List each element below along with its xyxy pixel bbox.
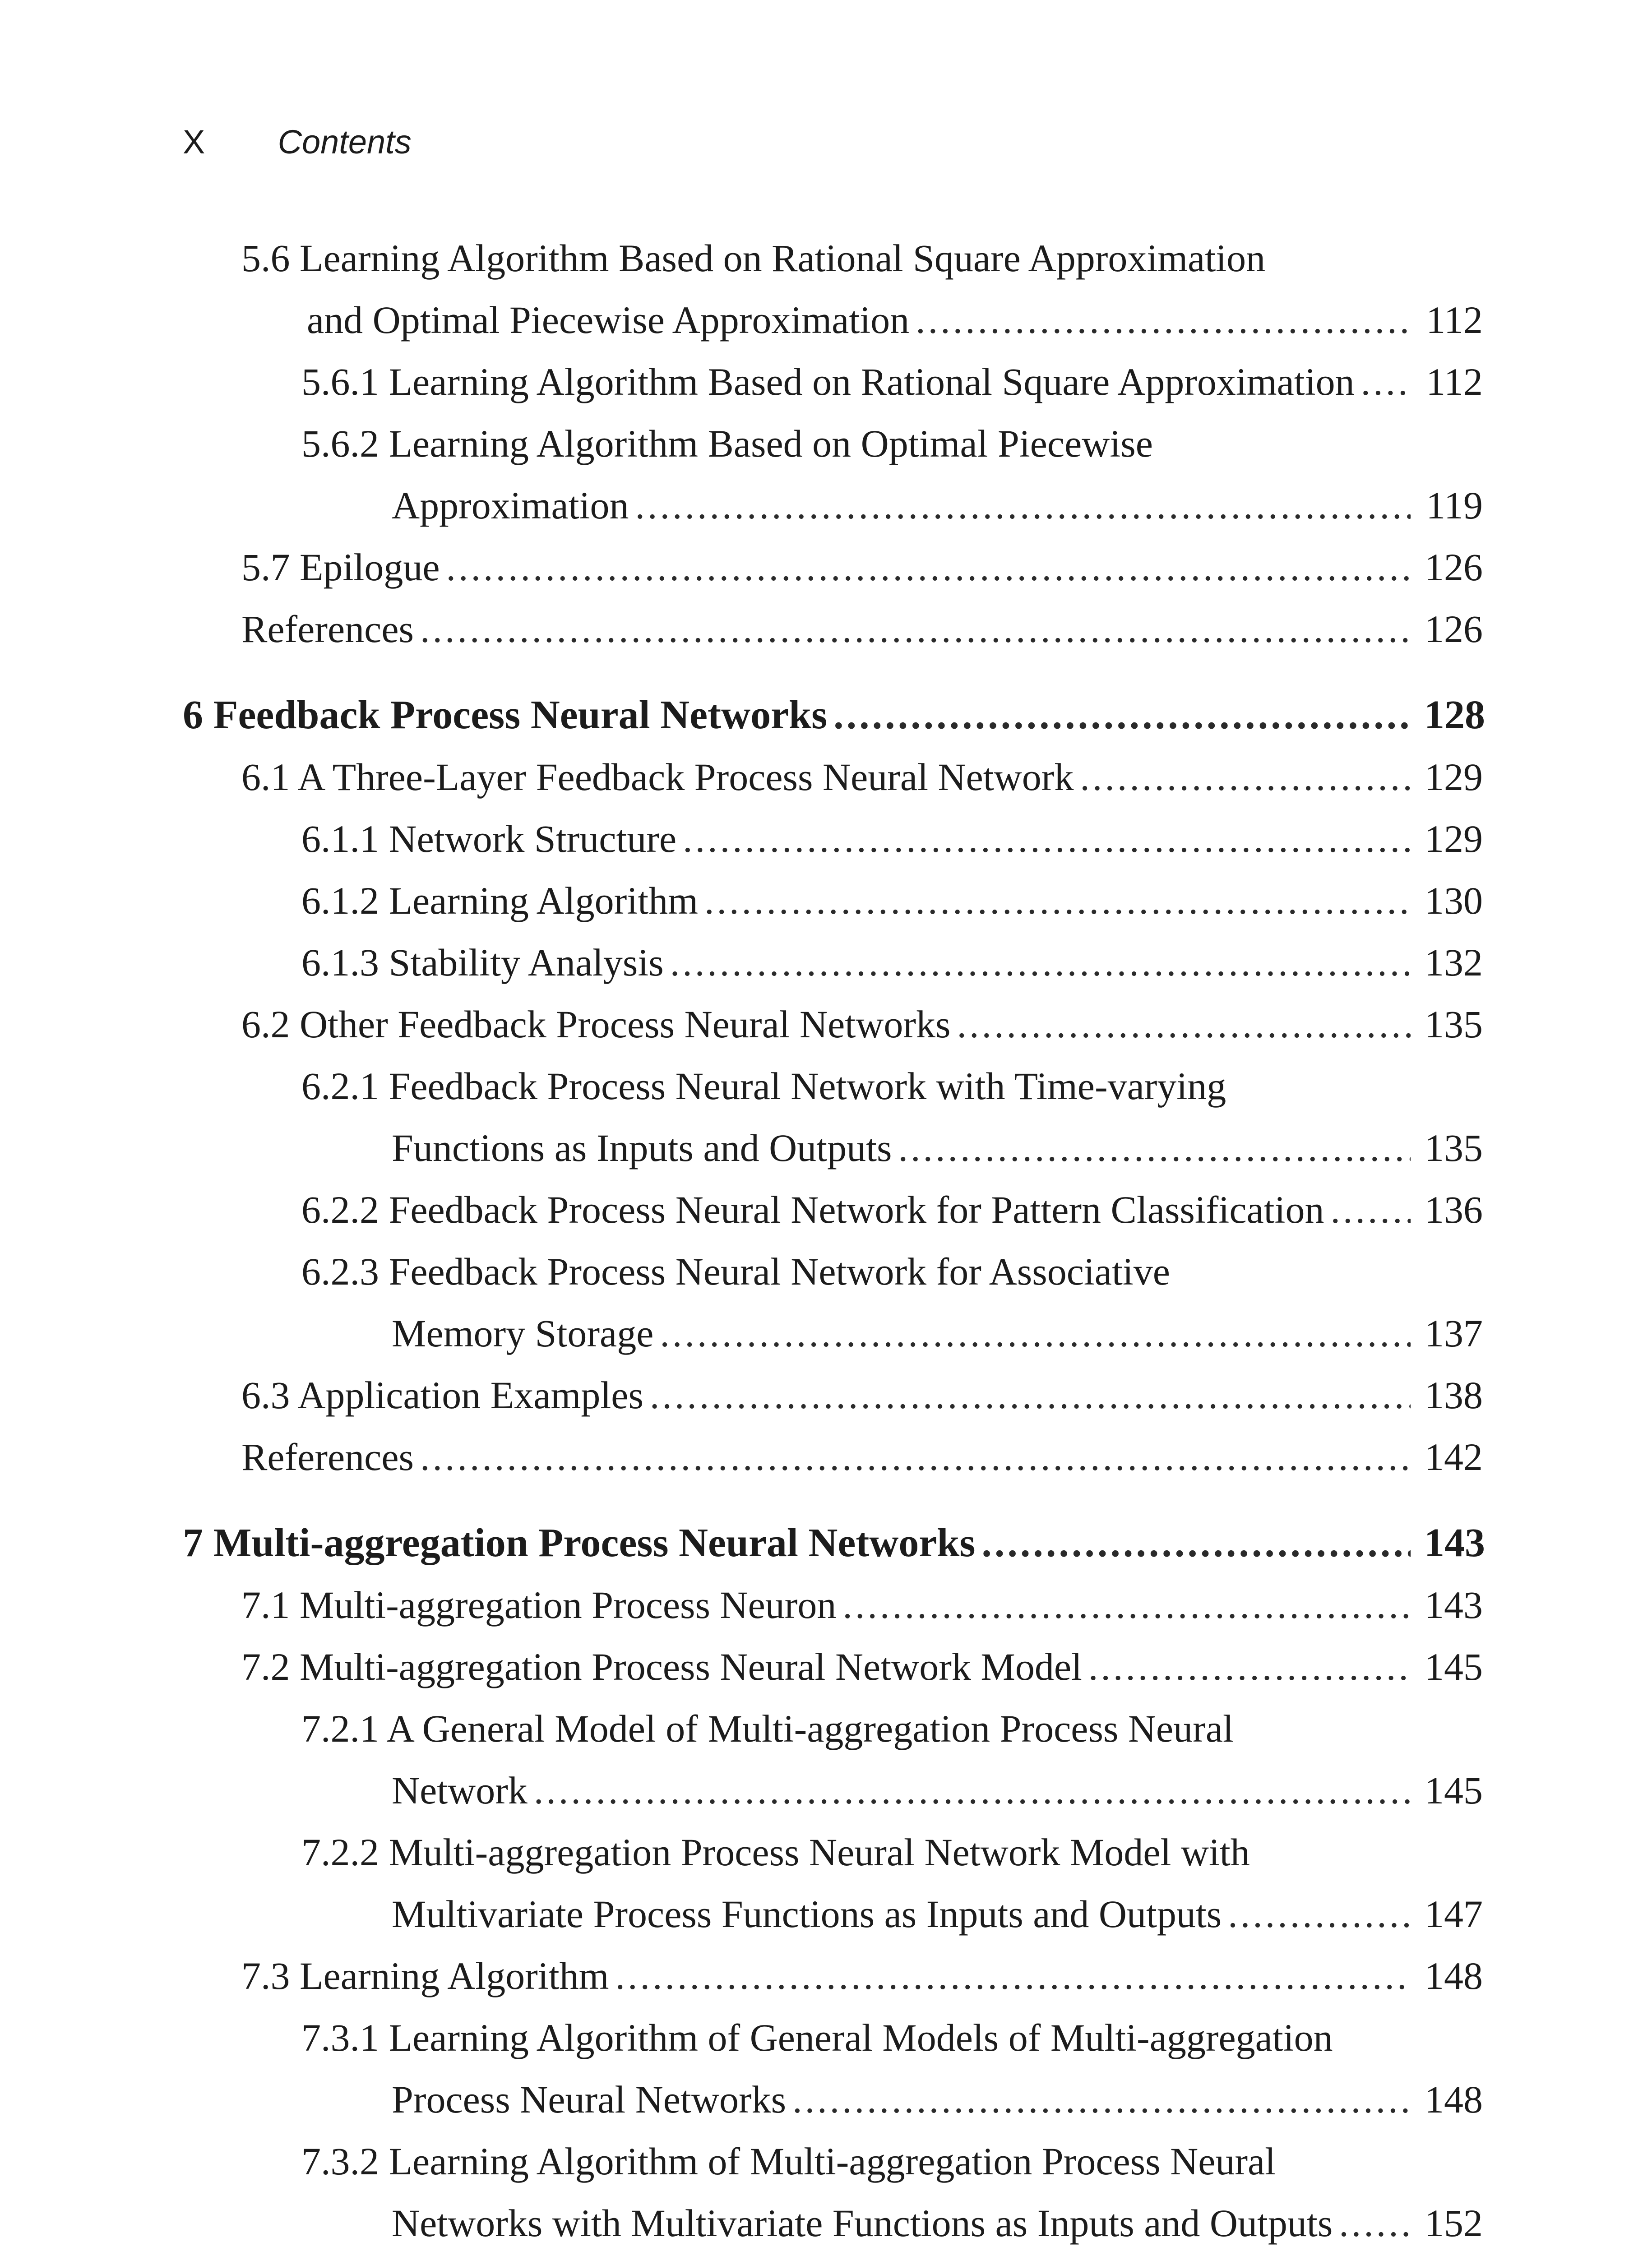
- toc-page-number: 138: [1425, 1373, 1483, 1417]
- toc-entry-title: 7.3 Learning Algorithm: [241, 1954, 609, 1997]
- dot-leader: [1361, 362, 1411, 406]
- toc-entry-title: and Optimal Piecewise Approximation: [307, 298, 910, 342]
- toc-section-5-6-2[interactable]: [301, 418, 1483, 467]
- toc-section-6-3[interactable]: [241, 1369, 1483, 1419]
- toc-entry-title: 6.1.1 Network Structure: [301, 817, 677, 860]
- dot-leader: [842, 1586, 1411, 1629]
- toc-section-6-2[interactable]: [241, 999, 1483, 1048]
- dot-leader: [670, 943, 1411, 986]
- toc-section-5-6-1[interactable]: [301, 356, 1483, 406]
- toc-section-6-2-2[interactable]: [301, 1184, 1483, 1234]
- toc-page-number: 147: [1425, 1892, 1483, 1936]
- toc-page-number: 143: [1424, 1521, 1485, 1565]
- toc-section-7-2[interactable]: [241, 1641, 1483, 1691]
- toc-page-number: 112: [1426, 298, 1483, 342]
- dot-leader: [420, 610, 1411, 653]
- toc-section-6-1-2[interactable]: [301, 875, 1483, 925]
- toc-entry-title: Networks with Multivariate Functions as Inputs and Outputs: [392, 2201, 1333, 2245]
- toc-page-number: 128: [1424, 693, 1485, 737]
- dot-leader: [916, 300, 1411, 344]
- toc-entry-title: 6.2.2 Feedback Process Neural Network for Pattern Classification: [301, 1188, 1324, 1231]
- dot-leader: [615, 1956, 1411, 2000]
- toc-entry-title: 6.2.1 Feedback Process Neural Network with Time-varying: [301, 1064, 1226, 1108]
- toc-page-number: 126: [1425, 546, 1483, 589]
- toc-entry-title: 6.1.3 Stability Analysis: [301, 941, 664, 984]
- toc-page-number: 137: [1425, 1312, 1483, 1355]
- toc-entry-title: Approximation: [392, 484, 629, 527]
- toc-section-6-2-3[interactable]: [301, 1246, 1483, 1295]
- toc-entry-title: 6.3 Application Examples: [241, 1373, 643, 1417]
- dot-leader: [981, 1523, 1411, 1568]
- running-head-title: Contents: [278, 123, 412, 161]
- toc-entry-title: Network: [392, 1769, 528, 1812]
- toc-section-6-1-1[interactable]: [301, 813, 1483, 863]
- toc-section-5-7[interactable]: [241, 541, 1483, 591]
- dot-leader: [704, 881, 1411, 925]
- toc-page-number: 145: [1425, 1769, 1483, 1812]
- toc-section-7-3-2[interactable]: [301, 2136, 1483, 2185]
- toc-entry-title: 7.1 Multi-aggregation Process Neuron: [241, 1583, 837, 1627]
- dot-leader: [792, 2080, 1411, 2123]
- toc-page-number: 143: [1425, 1583, 1483, 1627]
- dot-leader: [1088, 1647, 1411, 1691]
- toc-section-7-2-1[interactable]: [301, 1703, 1483, 1752]
- toc-entry-title: References: [241, 607, 414, 651]
- toc-entry-title: 7.2.2 Multi-aggregation Process Neural Network Model with: [301, 1831, 1250, 1874]
- dot-leader: [957, 1005, 1411, 1048]
- toc-page-number: 132: [1425, 941, 1483, 984]
- toc-page-number: 126: [1425, 607, 1483, 651]
- dot-leader: [1080, 758, 1411, 801]
- toc-entry-title: Memory Storage: [392, 1312, 654, 1355]
- toc-references-ch6[interactable]: [241, 1431, 1483, 1481]
- toc-entry-title: 7.3.1 Learning Algorithm of General Models of Multi-aggregation: [301, 2016, 1333, 2059]
- toc-entry-title: 5.6.2 Learning Algorithm Based on Optimal Piecewise: [301, 422, 1153, 465]
- toc-entry-title: Process Neural Networks: [392, 2078, 787, 2121]
- toc-page-number: 152: [1425, 2201, 1483, 2245]
- toc-section-7-1[interactable]: [241, 1579, 1483, 1629]
- toc-entry-title: Functions as Inputs and Outputs: [392, 1126, 892, 1170]
- page-folio: X: [183, 123, 205, 161]
- toc-page-number: 135: [1425, 1126, 1483, 1170]
- dot-leader: [446, 548, 1411, 591]
- toc-entry-title: 7.2.1 A General Model of Multi-aggregation Process Neural: [301, 1707, 1234, 1750]
- toc-entry-title: 7.2 Multi-aggregation Process Neural Network Model: [241, 1645, 1082, 1688]
- toc-page-number: 142: [1425, 1435, 1483, 1479]
- toc-section-7-2-1-cont[interactable]: [392, 1765, 1483, 1814]
- toc-entry-title: Multivariate Process Functions as Inputs and Outputs: [392, 1892, 1222, 1936]
- toc-section-5-6[interactable]: [241, 232, 1483, 282]
- toc-section-7-3-2-cont[interactable]: [392, 2197, 1483, 2247]
- running-head: [183, 125, 412, 159]
- dot-leader: [1339, 2204, 1411, 2247]
- dot-leader: [898, 1128, 1411, 1172]
- dot-leader: [660, 1314, 1411, 1357]
- toc-page-number: 119: [1426, 484, 1483, 527]
- toc-entry-title: 5.6 Learning Algorithm Based on Rational Square Approximation: [241, 236, 1266, 280]
- toc-section-6-2-1[interactable]: [301, 1060, 1483, 1110]
- toc-section-5-6-cont[interactable]: [307, 294, 1483, 344]
- toc-section-6-2-1-cont[interactable]: [392, 1122, 1483, 1172]
- dot-leader: [420, 1438, 1411, 1481]
- toc-entry-title: 7.3.2 Learning Algorithm of Multi-aggregation Process Neural: [301, 2140, 1276, 2183]
- dot-leader: [833, 695, 1411, 740]
- dot-leader: [683, 819, 1411, 863]
- toc-page-number: 136: [1425, 1188, 1483, 1231]
- toc-entry-title: 6.2.3 Feedback Process Neural Network for Associative: [301, 1250, 1170, 1293]
- toc-entry-title: References: [241, 1435, 414, 1479]
- toc-references-ch5[interactable]: [241, 603, 1483, 653]
- toc-section-7-2-2-cont[interactable]: [392, 1888, 1483, 1938]
- toc-page-number: 145: [1425, 1645, 1483, 1688]
- toc-section-7-3[interactable]: [241, 1950, 1483, 2000]
- dot-leader: [1330, 1190, 1411, 1234]
- dot-leader: [650, 1376, 1411, 1419]
- toc-section-7-3-1-cont[interactable]: [392, 2074, 1483, 2123]
- toc-section-7-2-2[interactable]: [301, 1826, 1483, 1876]
- toc-section-6-1-3[interactable]: [301, 937, 1483, 986]
- toc-chapter-title: 7 Multi-aggregation Process Neural Networks: [183, 1521, 976, 1565]
- toc-section-6-2-3-cont[interactable]: [392, 1308, 1483, 1357]
- toc-chapter-7[interactable]: [183, 1518, 1483, 1568]
- toc-page-number: 130: [1425, 879, 1483, 922]
- toc-chapter-title: 6 Feedback Process Neural Networks: [183, 693, 828, 737]
- toc-section-6-1[interactable]: [241, 751, 1483, 801]
- toc-page-number: 148: [1425, 2078, 1483, 2121]
- toc-entry-title: 5.6.1 Learning Algorithm Based on Rational Square Approximation: [301, 360, 1355, 403]
- toc-page-number: 148: [1425, 1954, 1483, 1997]
- toc-page-number: 129: [1425, 755, 1483, 799]
- toc-entry-title: 6.2 Other Feedback Process Neural Networks: [241, 1003, 951, 1046]
- toc-page-number: 135: [1425, 1003, 1483, 1046]
- toc-entry-title: 6.1.2 Learning Algorithm: [301, 879, 698, 922]
- dot-leader: [635, 486, 1411, 529]
- dot-leader: [1228, 1895, 1411, 1938]
- toc-entry-title: 5.7 Epilogue: [241, 546, 440, 589]
- toc-section-5-6-2-cont[interactable]: [392, 480, 1483, 529]
- toc-page-number: 112: [1426, 360, 1483, 403]
- toc-page-number: 129: [1425, 817, 1483, 860]
- dot-leader: [534, 1771, 1411, 1814]
- toc-section-7-3-1[interactable]: [301, 2012, 1483, 2062]
- toc-entry-title: 6.1 A Three-Layer Feedback Process Neural Network: [241, 755, 1074, 799]
- toc-chapter-6[interactable]: [183, 690, 1483, 740]
